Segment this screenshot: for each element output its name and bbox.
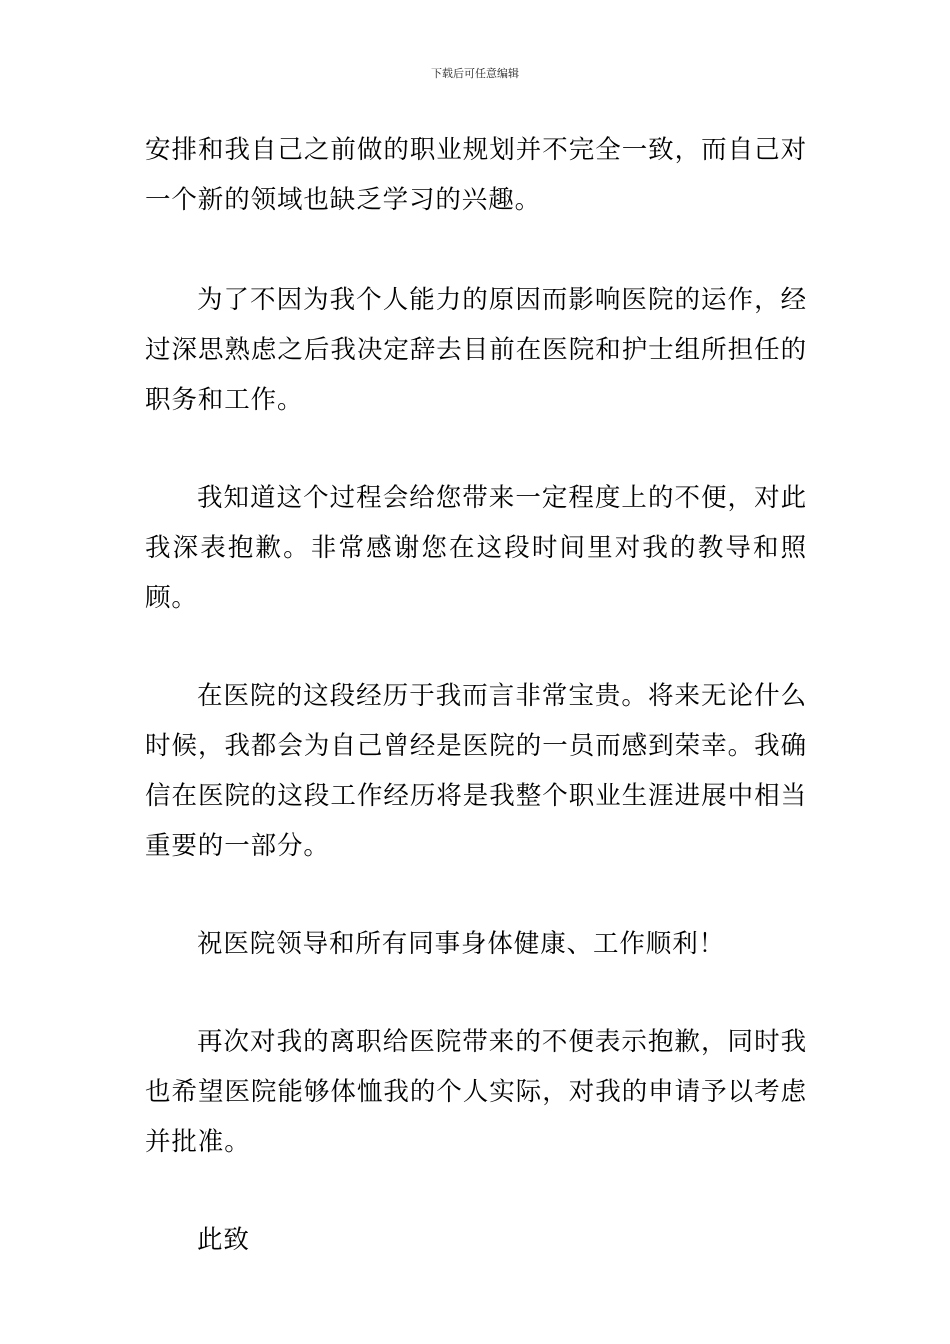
paragraph-continuation: 安排和我自己之前做的职业规划并不完全一致，而自己对一个新的领域也缺乏学习的兴趣。 [145,135,807,215]
paragraph-wishes: 祝医院领导和所有同事身体健康、工作顺利！ [197,929,726,959]
closing-salutation: 此致 [197,1225,250,1255]
paragraph-request: 再次对我的离职给医院带来的不便表示抱歉，同时我也希望医院能够体恤我的个人实际，对我的申请予以考虑并批准。 [145,1027,807,1157]
paragraph-apology-thanks: 我知道这个过程会给您带来一定程度上的不便，对此我深表抱歉。非常感谢您在这段时间里对我的教导和照顾。 [145,483,807,613]
paragraph-experience: 在医院的这段经历于我而言非常宝贵。将来无论什么时候，我都会为自己曾经是医院的一员而感到荣幸。我确信在医院的这段工作经历将是我整个职业生涯进展中相当重要的一部分。 [145,681,807,861]
letter-body [145,125,807,1313]
paragraph-resignation-decision: 为了不因为我个人能力的原因而影响医院的运作，经过深思熟虑之后我决定辞去目前在医院和护士组所担任的职务和工作。 [145,285,807,415]
page-header: 下载后可任意编辑 [431,67,519,80]
